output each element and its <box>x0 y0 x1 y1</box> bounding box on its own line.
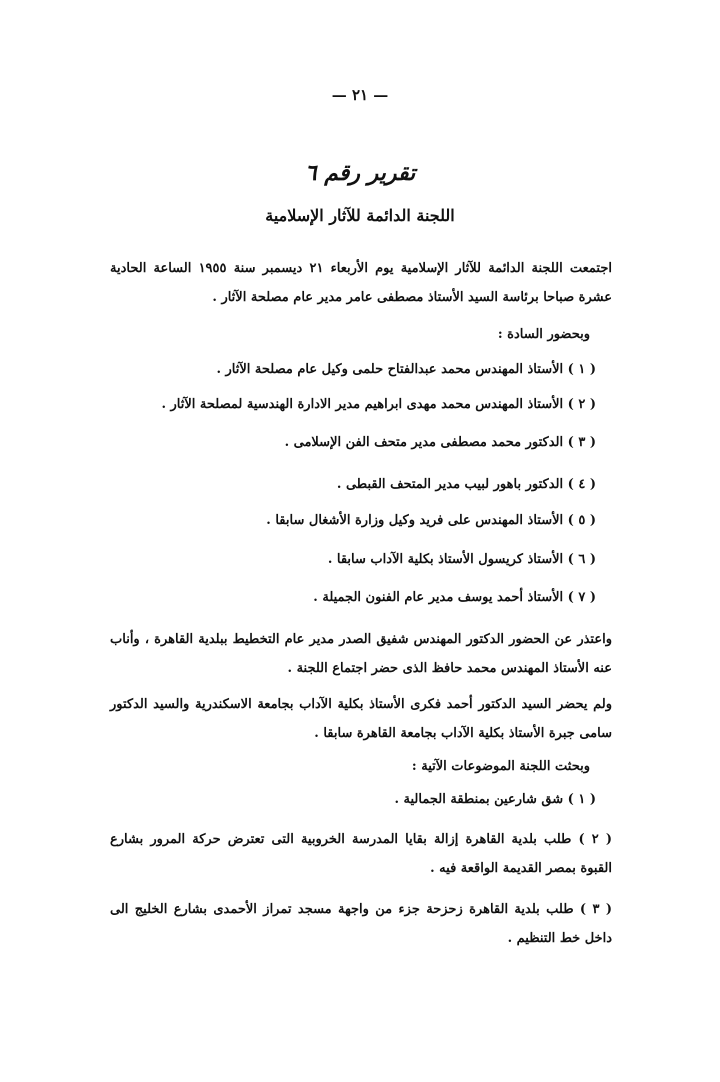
absent-paragraph: ولم يحضر السيد الدكتور أحمد فكرى الأستاذ بكلية الآداب بجامعة الاسكندرية والسيد الدكتور سامى جبرة الأستاذ بكلية الآداب بجامعة القاهرة سابقا . <box>110 697 612 741</box>
attendee-item: ( ٣ ) الدكتور محمد مصطفى مدير متحف الفن الإسلامى . <box>284 435 596 450</box>
topic-item: ( ٢ ) طلب بلدية القاهرة إزالة بقايا المدرسة الخروبية التى تعترض حركة المرور بشارع القبوة بمصر القديمة الواقعة فيه . <box>110 832 612 876</box>
attendee-item: ( ٥ ) الأستاذ المهندس على فريد وكيل وزارة الأشغال سابقا . <box>266 513 596 528</box>
topics-label: وبحثت اللجنة الموضوعات الآتية : <box>411 759 590 774</box>
topic-item: ( ١ ) شق شارعين بمنطقة الجمالية . <box>394 792 596 807</box>
attendance-label: وبحضور السادة : <box>497 327 590 342</box>
topic-item: ( ٣ ) طلب بلدية القاهرة زحزحة جزء من واجهة مسجد تمراز الأحمدى بشارع الخليج الى داخل خط التنظيم . <box>110 902 612 946</box>
attendee-item: ( ١ ) الأستاذ المهندس محمد عبدالفتاح حلمى وكيل عام مصلحة الآثار . <box>216 362 596 377</box>
attendee-item: ( ٤ ) الدكتور باهور لبيب مدير المتحف القبطى . <box>336 477 596 492</box>
intro-paragraph: اجتمعت اللجنة الدائمة للآثار الإسلامية يوم الأربعاء ٢١ ديسمبر سنة ١٩٥٥ الساعة الحادية عشرة صباحا برئاسة السيد الأستاذ مصطفى عامر مدير عام مصلحة الآثار . <box>110 261 612 305</box>
report-title: تقرير رقم ٦ <box>304 160 416 186</box>
attendee-item: ( ٦ ) الأستاذ كريسول الأستاذ بكلية الآداب سابقا . <box>327 552 596 567</box>
committee-title: اللجنة الدائمة للآثار الإسلامية <box>265 206 455 225</box>
attendee-item: ( ٢ ) الأستاذ المهندس محمد مهدى ابراهيم مدير الادارة الهندسية لمصلحة الآثار . <box>161 397 596 412</box>
attendee-item: ( ٧ ) الأستاذ أحمد يوسف مدير عام الفنون الجميلة . <box>313 590 596 605</box>
page-number: — ٢١ — <box>331 86 389 104</box>
apology-paragraph: واعتذر عن الحضور الدكتور المهندس شفيق الصدر مدير عام التخطيط ببلدية القاهرة ، وأناب عنه الأستاذ المهندس محمد حافظ الذى حضر اجتماع اللجنة . <box>110 632 612 676</box>
